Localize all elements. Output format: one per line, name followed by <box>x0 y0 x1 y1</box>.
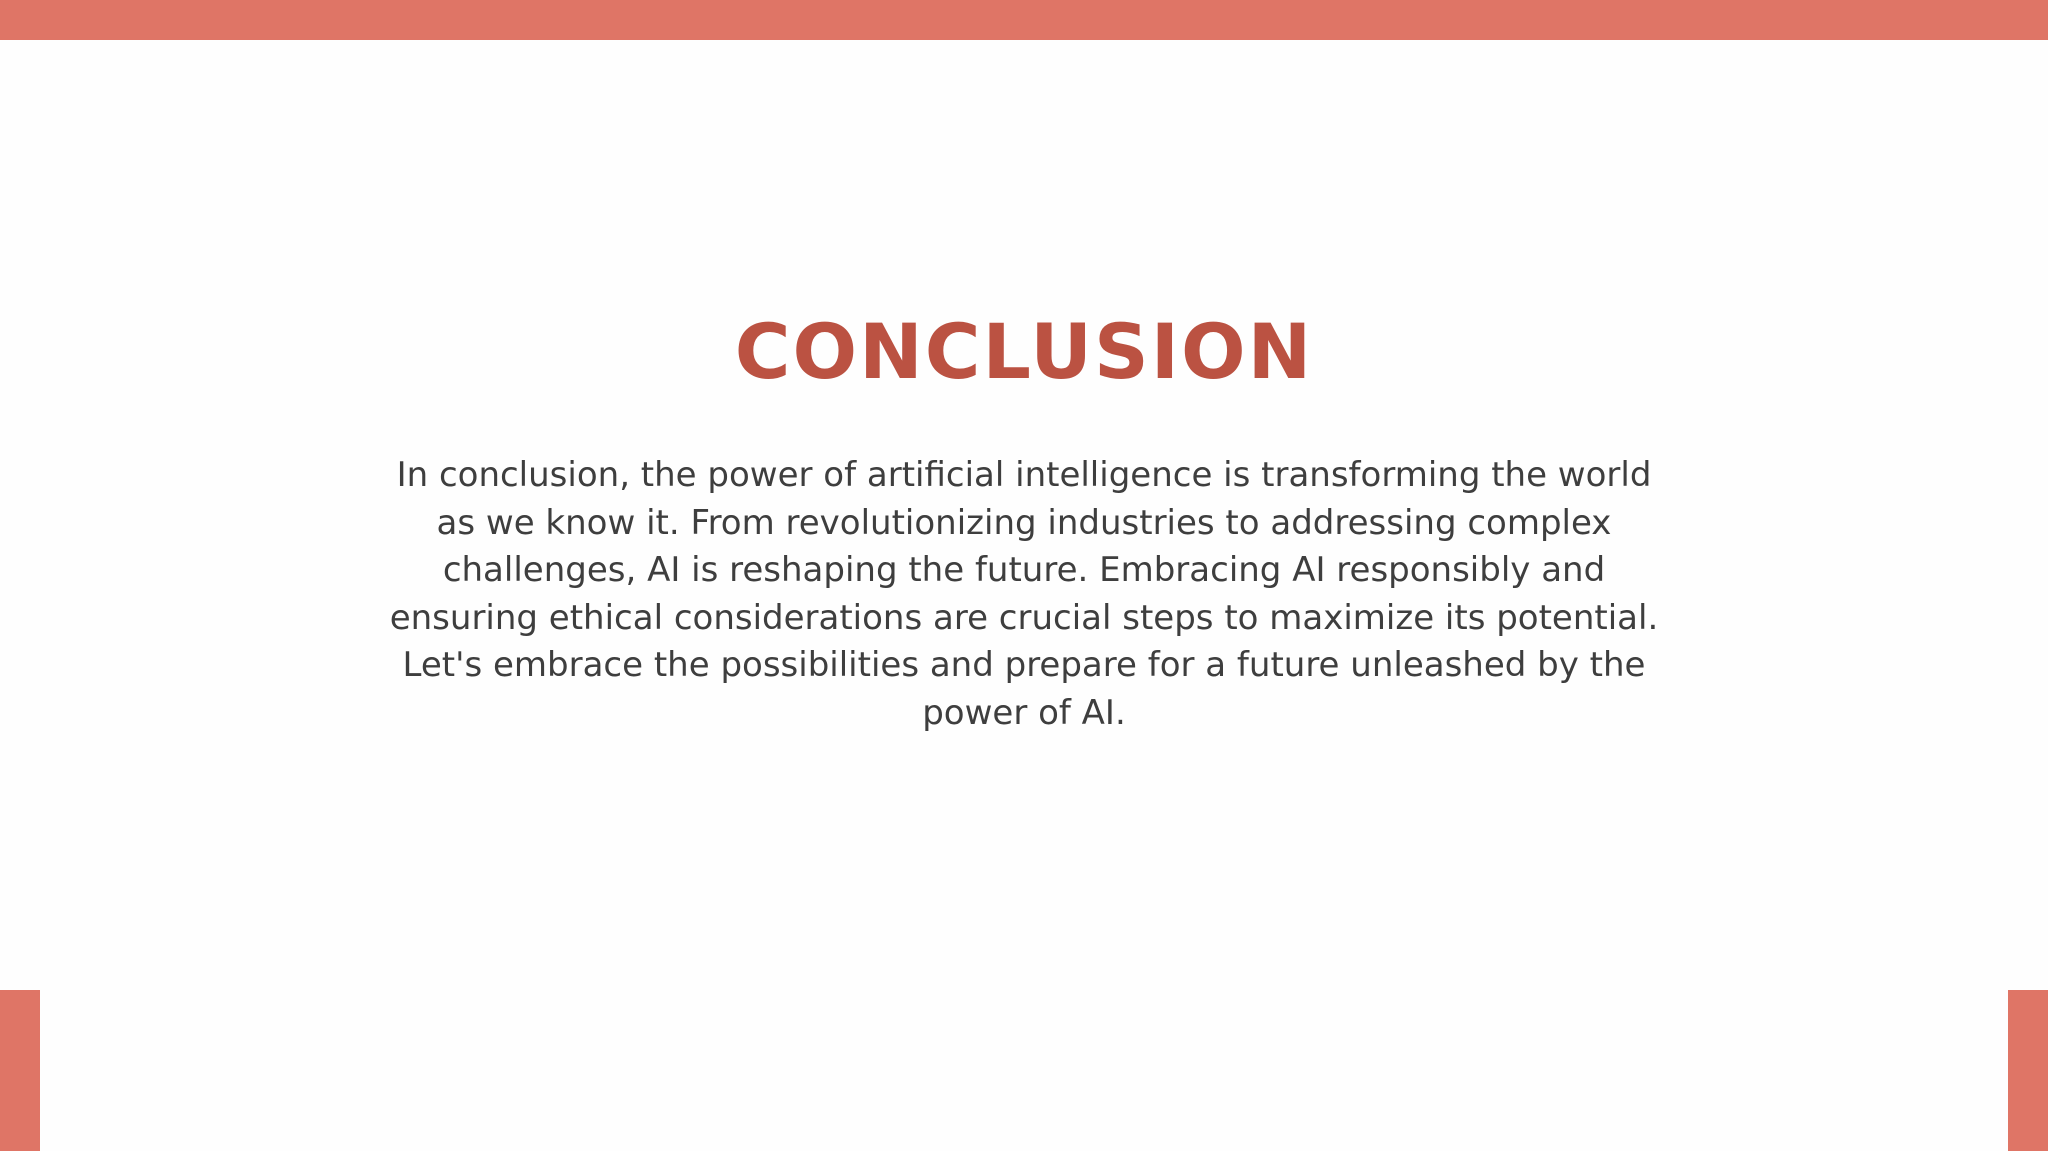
top-accent-bar <box>0 0 2048 40</box>
bottom-left-accent-bar <box>0 990 40 1151</box>
slide-title: CONCLUSION <box>734 307 1314 396</box>
bottom-right-accent-bar <box>2008 990 2048 1151</box>
slide-body-text: In conclusion, the power of artificial intelligence is transforming the world as we know it. From revolutionizing industries to addressing complex challenges, AI is reshaping the future. Embracing AI responsibly and ensuring ethical considerations are crucial steps to maximize its potential. Let's embrace the possibilities and prepare for a future unleashed by the power of AI. <box>389 455 1659 733</box>
